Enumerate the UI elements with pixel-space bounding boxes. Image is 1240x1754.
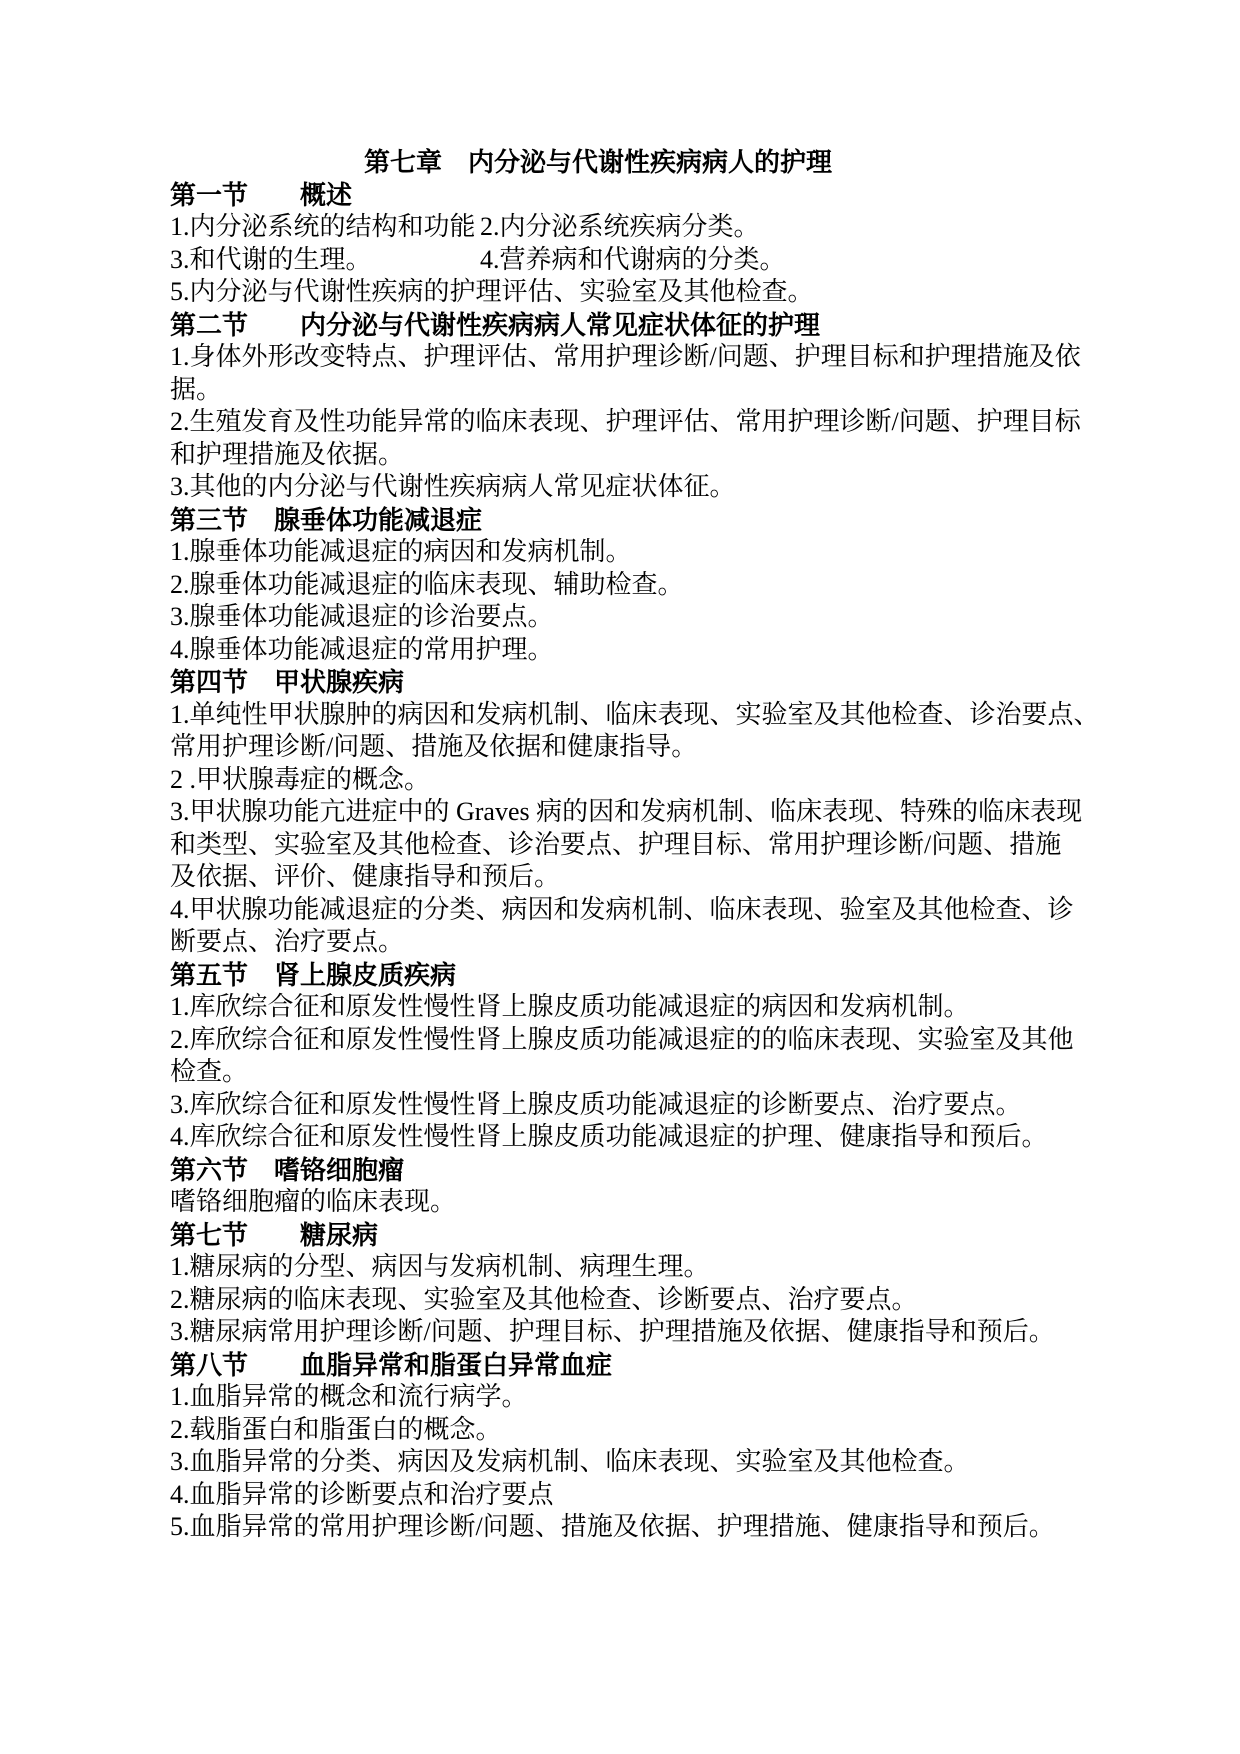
toc-line: 1.身体外形改变特点、护理评估、常用护理诊断/问题、护理目标和护理措施及依 (170, 342, 1081, 371)
toc-item-left: 3.和代谢的生理。 (170, 244, 372, 274)
toc-line: 5.血脂异常的常用护理诊断/问题、措施及依据、护理措施、健康指导和预后。 (170, 1512, 1055, 1541)
toc-line: 2.载脂蛋白和脂蛋白的概念。 (170, 1414, 502, 1444)
toc-line: 1.单纯性甲状腺肿的病因和发病机制、临床表现、实验室及其他检查、诊治要点、 (170, 699, 1100, 729)
toc-line: 1.血脂异常的概念和流行病学。 (170, 1382, 528, 1411)
toc-line: 断要点、治疗要点。 (170, 927, 405, 956)
toc-line: 4.血脂异常的诊断要点和治疗要点 (170, 1479, 554, 1509)
section-heading-6: 第六节 嗜铬细胞瘤 (170, 1154, 405, 1185)
toc-line: 和类型、实验室及其他检查、诊治要点、护理目标、常用护理诊断/问题、措施 (170, 829, 1062, 859)
toc-line: 4.腺垂体功能减退症的常用护理。 (170, 634, 554, 664)
toc-line: 3.腺垂体功能减退症的诊治要点。 (170, 602, 554, 631)
toc-line: 1.库欣综合征和原发性慢性肾上腺皮质功能减退症的病因和发病机制。 (170, 992, 970, 1021)
toc-line: 4.库欣综合征和原发性慢性肾上腺皮质功能减退症的护理、健康指导和预后。 (170, 1122, 1048, 1151)
section-heading-5: 第五节 肾上腺皮质疾病 (170, 959, 457, 990)
toc-line: 5.内分泌与代谢性疾病的护理评估、实验室及其他检查。 (170, 277, 814, 306)
toc-item-right: 4.营养病和代谢病的分类。 (480, 244, 786, 274)
section-heading-7: 第七节 糖尿病 (170, 1219, 379, 1250)
toc-line: 4.甲状腺功能减退症的分类、病因和发病机制、临床表现、验室及其他检查、诊 (170, 894, 1074, 924)
toc-line: 3.甲状腺功能亢进症中的 Graves 病的因和发病机制、临床表现、特殊的临床表现 (170, 797, 1083, 826)
toc-line: 及依据、评价、健康指导和预后。 (170, 862, 561, 891)
toc-line (170, 244, 1086, 277)
section-heading-3: 第三节 腺垂体功能减退症 (170, 504, 483, 535)
section-heading-4: 第四节 甲状腺疾病 (170, 667, 405, 697)
toc-line: 3.血脂异常的分类、病因及发病机制、临床表现、实验室及其他检查。 (170, 1447, 970, 1476)
toc-line: 常用护理诊断/问题、措施及依据和健康指导。 (170, 732, 698, 761)
toc-line: 3.其他的内分泌与代谢性疾病病人常见症状体征。 (170, 472, 736, 501)
toc-line: 1.糖尿病的分型、病因与发病机制、病理生理。 (170, 1252, 710, 1281)
toc-line: 和护理措施及依据。 (170, 439, 405, 469)
toc-line: 3.库欣综合征和原发性慢性肾上腺皮质功能减退症的诊断要点、治疗要点。 (170, 1089, 1022, 1119)
toc-item-right: 2.内分泌系统疾病分类。 (480, 212, 760, 241)
toc-line: 2.糖尿病的临床表现、实验室及其他检查、诊断要点、治疗要点。 (170, 1284, 918, 1314)
toc-line: 检查。 (170, 1057, 249, 1086)
section-heading-8: 第八节 血脂异常和脂蛋白异常血症 (170, 1349, 613, 1380)
toc-line: 2.库欣综合征和原发性慢性肾上腺皮质功能减退症的的临床表现、实验室及其他 (170, 1024, 1074, 1054)
toc-line: 2 .甲状腺毒症的概念。 (170, 764, 431, 794)
toc-item-left: 1.内分泌系统的结构和功能 (170, 212, 476, 241)
toc-line: 据。 (170, 374, 223, 404)
toc-line: 3.糖尿病常用护理诊断/问题、护理目标、护理措施及依据、健康指导和预后。 (170, 1317, 1055, 1346)
section-heading-1: 第一节 概述 (170, 179, 353, 210)
toc-line: 2.生殖发育及性功能异常的临床表现、护理评估、常用护理诊断/问题、护理目标 (170, 407, 1081, 436)
section-heading-2: 第二节 内分泌与代谢性疾病病人常见症状体征的护理 (170, 309, 821, 340)
chapter-title: 第七章 内分泌与代谢性疾病病人的护理 (363, 147, 832, 177)
document-page (170, 146, 1100, 1544)
toc-line: 1.腺垂体功能减退症的病因和发病机制。 (170, 537, 632, 566)
toc-line: 2.腺垂体功能减退症的临床表现、辅助检查。 (170, 569, 684, 599)
toc-line (170, 211, 1086, 244)
toc-line: 嗜铬细胞瘤的临床表现。 (170, 1187, 457, 1216)
